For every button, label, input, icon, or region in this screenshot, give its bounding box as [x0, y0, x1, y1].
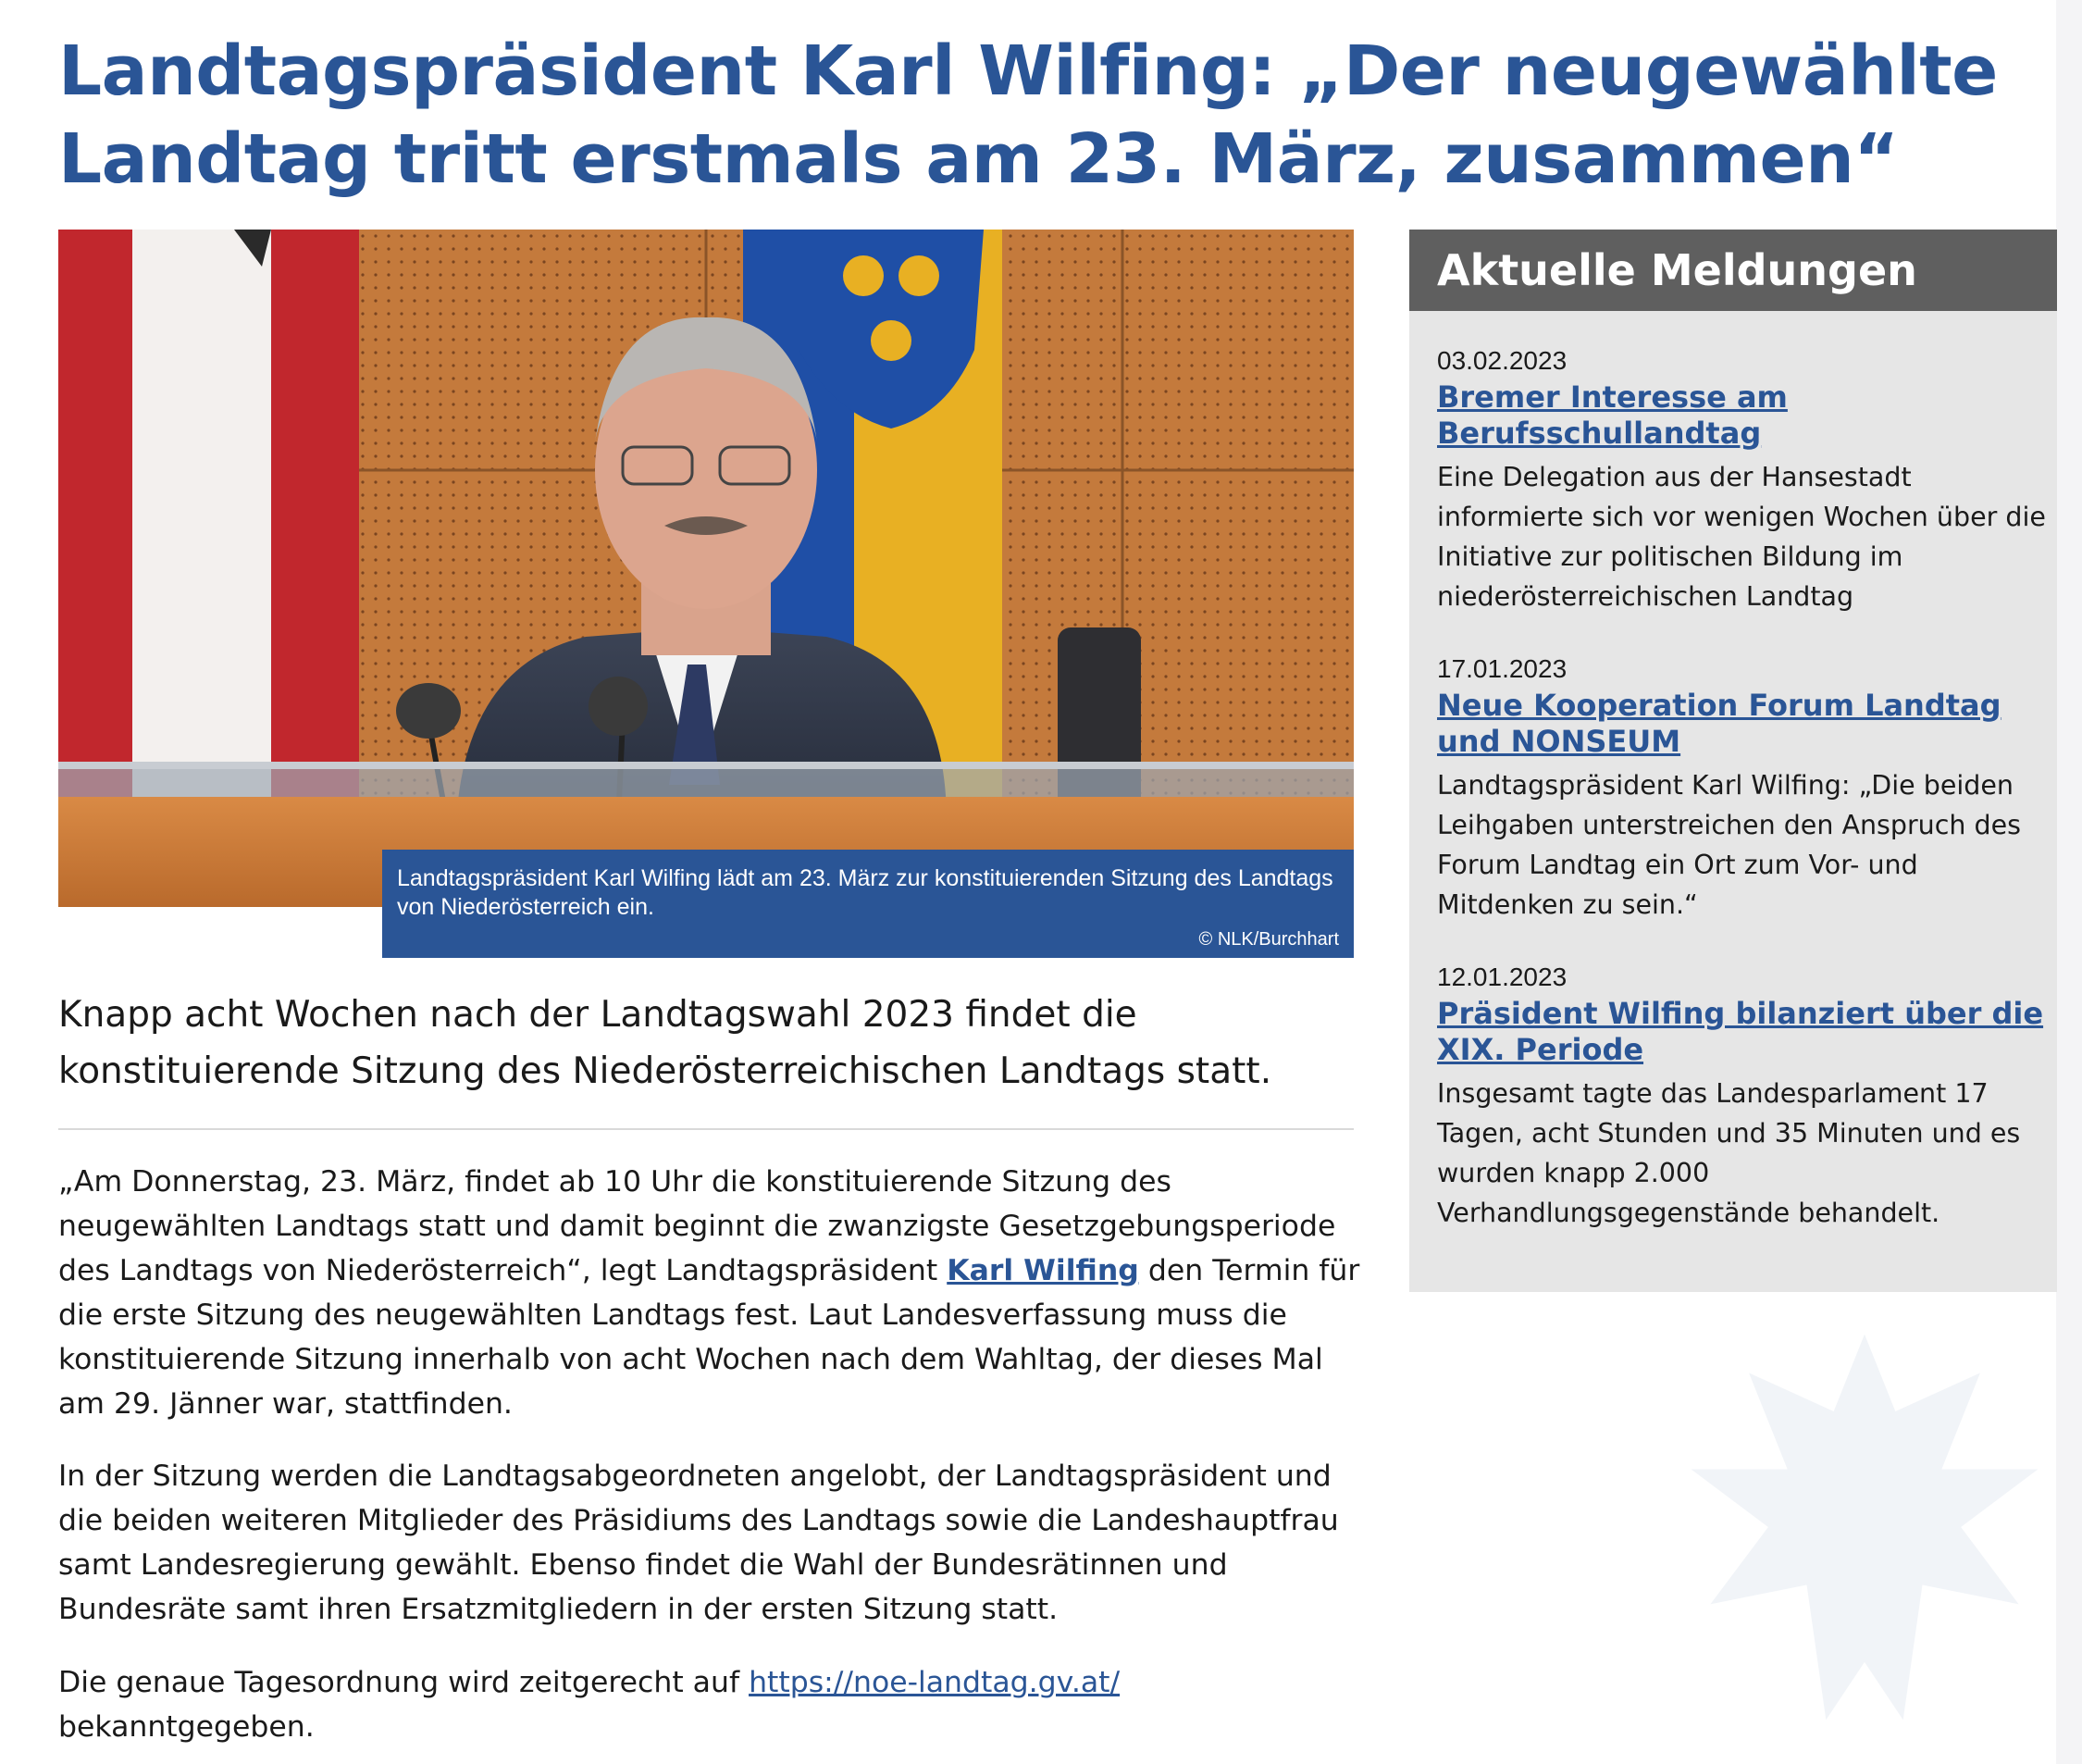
sidebar-heading: Aktuelle Meldungen: [1409, 230, 2057, 311]
karl-wilfing-link[interactable]: Karl Wilfing: [947, 1254, 1139, 1287]
photo-credit: © NLK/Burchhart: [1198, 929, 1339, 950]
news-teaser: Insgesamt tagte das Landesparlament 17 Tagen, acht Stunden und 35 Minuten und es wurden knapp 2.000 Verhandlungsgegenstände behandelt.: [1437, 1078, 2021, 1228]
photo-caption: [382, 850, 1354, 958]
news-date: 12.01.2023: [1437, 963, 1568, 991]
article-paragraph: [58, 1660, 1363, 1749]
divider: [58, 1128, 1354, 1130]
landtag-website-link[interactable]: https://noe-landtag.gv.at/: [749, 1666, 1121, 1699]
news-sidebar: [1409, 230, 2057, 1292]
paragraph-text: den Termin für die erste Sitzung des neugewählten Landtags fest. Laut Landesverfassung muss die konstituierende Sitzung innerhalb von acht Wochen nach dem Wahltag, der dieses Mal am 29. Jänner war, stattfinden.: [58, 1254, 1360, 1421]
article-photo: [58, 230, 1354, 907]
news-title-link[interactable]: Präsident Wilfing bilanziert über die XIX. Periode: [1437, 996, 2044, 1067]
news-item: [1437, 652, 2048, 925]
news-teaser: Landtagspräsident Karl Wilfing: „Die beiden Leihgaben unterstreichen den Anspruch des Forum Landtag ein Ort zum Vor- und Mitdenken zu sein.“: [1437, 770, 2021, 920]
eagle-watermark-icon: [1661, 1296, 2068, 1758]
article-paragraph: In der Sitzung werden die Landtagsabgeordneten angelobt, der Landtagspräsident und die beiden weiteren Mitglieder des Präsidiums des Landtags sowie die Landeshauptfrau samt Landesregierung gewählt. Ebenso findet die Wahl der Bundesrätinnen und Bundesräte samt ihren Ersatzmitgliedern in der ersten Sitzung statt.: [58, 1460, 1339, 1626]
news-item: [1437, 961, 2048, 1233]
news-date: 03.02.2023: [1437, 346, 1568, 375]
news-title-link[interactable]: Neue Kooperation Forum Landtag und NONSEUM: [1437, 688, 2001, 759]
news-teaser: Eine Delegation aus der Hansestadt informierte sich vor wenigen Wochen über die Initiative zur politischen Bildung im niederösterreichischen Landtag: [1437, 462, 2046, 612]
article-paragraph: [58, 1160, 1363, 1426]
caption-text: Landtagspräsident Karl Wilfing lädt am 23. März zur konstituierenden Sitzung des Landtags von Niederösterreich ein.: [397, 865, 1333, 920]
news-item: [1437, 344, 2048, 616]
news-title-link[interactable]: Bremer Interesse am Berufsschullandtag: [1437, 379, 1788, 451]
paragraph-text: Die genaue Tagesordnung wird zeitgerecht auf: [58, 1666, 750, 1699]
article-lead: Knapp acht Wochen nach der Landtagswahl 2023 findet die konstituierende Sitzung des Niederösterreichischen Landtags statt.: [58, 994, 1272, 1092]
page-title: Landtagspräsident Karl Wilfing: „Der neugewählte Landtag tritt erstmals am 23. März, zusammen“: [58, 31, 1998, 199]
paragraph-text: „Am Donnerstag, 23. März, findet ab 10 Uhr die konstituierende Sitzung des neugewählten Landtags statt und damit beginnt die zwanzigste Gesetzgebungsperiode des Landtags von Niederösterreich“, legt Landtagspräsident: [58, 1165, 1336, 1287]
news-date: 17.01.2023: [1437, 654, 1568, 683]
paragraph-text: bekanntgegeben.: [58, 1710, 315, 1744]
